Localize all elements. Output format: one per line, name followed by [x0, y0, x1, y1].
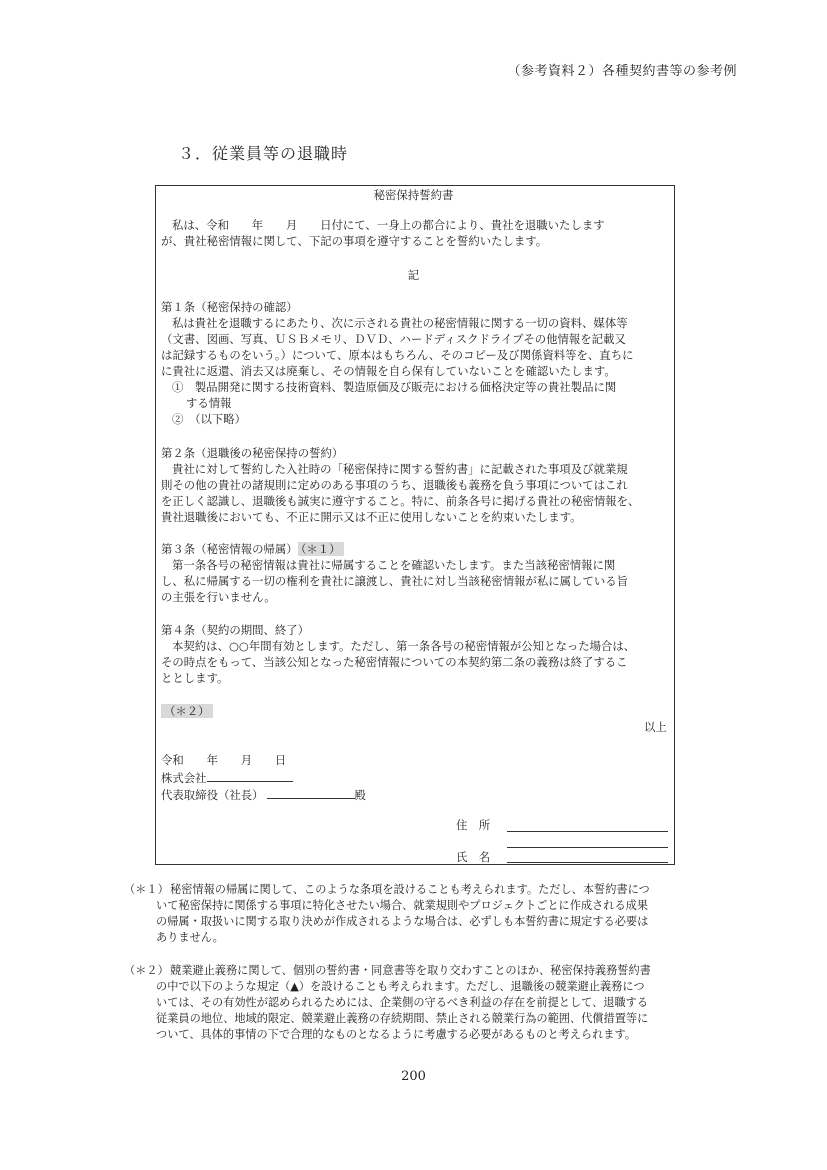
note2-line: 競業避止義務に関して、個別の誓約書・同意書等を取り交わすことのほか、秘密保持義務誓約書: [170, 964, 651, 977]
article1-heading: 第１条（秘密保持の確認）: [161, 300, 298, 314]
article1-line: に貴社に返還、消去又は廃棄し、その情報を自ら保有していないことを確認いたします。: [161, 364, 616, 378]
header-note: （参考資料２）各種契約書等の参考例: [507, 64, 737, 79]
dono-honorific: 殿: [354, 788, 366, 802]
note1-reference-tag: （＊１）: [298, 542, 344, 556]
name-label: 氏 名: [456, 850, 491, 864]
note2-line: いては、その有効性が認められるためには、企業側の守るべき利益の存在を前提として、退職する: [156, 996, 649, 1009]
page-number: 200: [401, 1069, 426, 1084]
note1-marker: （＊１）: [124, 883, 169, 896]
pledge-title: 秘密保持誓約書: [373, 188, 454, 202]
representative-row: [161, 786, 366, 804]
article3-heading: 第３条（秘密情報の帰属）: [161, 542, 298, 556]
note2-line: 従業員の地位、地域的限定、競業避止義務の存続期間、禁止される競業行為の範囲、代償措置等に: [156, 1012, 649, 1025]
note1-line: 秘密情報の帰属に関して、このような条項を設けることも考えられます。ただし、本誓約書につ: [170, 883, 650, 896]
note1-line: ありません。: [156, 931, 224, 944]
note2-reference-tag: （＊２）: [161, 704, 213, 718]
company-label: 株式会社: [161, 771, 207, 785]
article4-heading: 第４条（契約の期間、終了）: [161, 623, 310, 637]
note2-marker: （＊２）: [124, 964, 169, 977]
article4-line: ととします。: [161, 671, 229, 685]
article2-line: 貴社に対して誓約した入社時の「秘密保持に関する誓約書」に記載された事項及び就業規: [172, 462, 628, 476]
article4-line: 本契約は、○○年間有効とします。ただし、第一条各号の秘密情報が公知となった場合は、: [172, 639, 636, 653]
article3-line: し、私に帰属する一切の権利を貴社に譲渡し、貴社に対し当該秘密情報が私に属している旨: [161, 574, 629, 588]
article1-item: ① 製品開発に関する技術資料、製造原価及び販売における価格決定等の貴社製品に関: [172, 380, 617, 394]
article1-line: は記録するものをいう。）について、原本はもちろん、そのコピー及び関係資料等を、直ちに: [161, 348, 634, 362]
address-blank-line-2: [507, 847, 668, 848]
note1-line: の帰属・取扱いに関する取り決めが作成されるような場合は、必ずしも本誓約書に規定する必要は: [156, 915, 649, 928]
note2-line: ついて、具体的事情の下で合理的なものとなるように考慮する必要があるものと考えられます。: [156, 1028, 636, 1041]
note1-line: いて秘密保持に関係する事項に特化させたい場合、就業規則やプロジェクトごとに作成される成果: [156, 899, 649, 912]
article2-heading: 第２条（退職後の秘密保持の誓約）: [161, 446, 344, 460]
article1-line: 私は貴社を退職するにあたり、次に示される貴社の秘密情報に関する一切の資料、媒体等: [172, 316, 628, 330]
address-blank-line: [507, 831, 668, 832]
article1-line: （文書、図画、写真、ＵＳＢメモリ、ＤＶＤ、ハードディスクドライブその他情報を記載又: [161, 332, 626, 346]
article1-item: する情報: [186, 396, 232, 410]
intro-line-1: 私は、令和 年 月 日付にて、一身上の都合により、貴社を退職いたします: [172, 218, 605, 232]
note2-line: の中で以下のような規定（▲）を設けることも考えられます。ただし、退職後の競業避止義務につ: [156, 980, 645, 993]
date-line: 令和 年 月 日: [161, 753, 287, 767]
representative-name-blank: [267, 786, 355, 799]
ki-marker: 記: [407, 268, 420, 282]
company-row: [161, 769, 293, 787]
article4-line: その時点をもって、当該公知となった秘密情報についての本契約第二条の義務は終了するこ: [161, 655, 628, 669]
name-blank-line: [507, 862, 668, 863]
section-title: ３．従業員等の退職時: [178, 144, 349, 163]
article2-line: 則その他の貴社の諸規則に定めのある事項のうち、退職後も義務を負う事項についてはこれ: [161, 478, 628, 492]
article1-item: ② （以下略）: [172, 412, 247, 426]
company-name-blank: [207, 769, 293, 782]
address-label: 住 所: [456, 818, 491, 832]
intro-line-2: が、貴社秘密情報に関して、下記の事項を遵守することを誓約いたします。: [161, 234, 548, 248]
article2-line: を正しく認識し、退職後も誠実に遵守すること。特に、前条各号に掲げる貴社の秘密情報を、: [161, 494, 640, 508]
article3-line: 第一条各号の秘密情報は貴社に帰属することを確認いたします。また当該秘密情報に関: [172, 558, 616, 572]
article3-line: の主張を行いません。: [161, 590, 276, 604]
ijo-closing: 以上: [644, 720, 667, 734]
article3-heading-row: [161, 542, 344, 558]
article2-line: 貴社退職後においても、不正に開示又は不正に使用しないことを約束いたします。: [161, 510, 582, 524]
representative-label: 代表取締役（社長）: [161, 788, 264, 802]
